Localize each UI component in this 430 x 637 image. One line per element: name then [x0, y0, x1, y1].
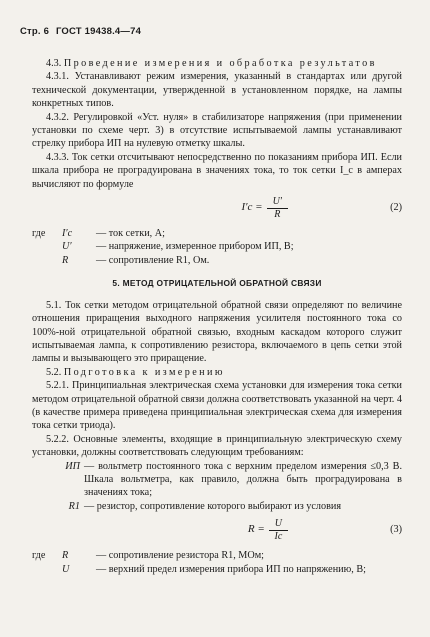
paragraph-4-3-3: 4.3.3. Ток сетки отсчитывают непосредственно по показаниям прибора ИП. Если шкала прибора не проградуирована в значениях тока, то ток сетки I_c в амперах вычисляют по формуле: [32, 151, 402, 190]
formula-3-fraction: [269, 518, 288, 543]
definition-row: где I′c — ток сетки, А;: [32, 228, 165, 240]
gost-number: ГОСТ 19438.4—74: [55, 26, 142, 37]
definition-row: R — сопротивление R1, Ом.: [62, 254, 210, 266]
paragraph-5-2-1: 5.2.1. Принципиальная электрическая схема установки для измерения тока сетки методом отрицательной обратной связи должна соответствовать указанной на черт. 4 (в качестве примера приведена принципиальная электрическая схема для измерения тока сетки триода).: [32, 380, 402, 432]
formula-3-denominator: Ic: [274, 530, 283, 542]
formula-2-numerator: U′: [267, 196, 288, 209]
section-5-2-heading: 5.2. Подготовка к измерению: [46, 366, 225, 378]
formula-2-lhs: I′c =: [241, 201, 263, 214]
formula-2-fraction: [267, 196, 288, 221]
formula-2: [32, 193, 402, 223]
paragraph-5-2-2: 5.2.2. Основные элементы, входящие в принципиальную электрическую схему установки, должны соответствовать следующим требованиям:: [32, 433, 402, 459]
paragraph-5-1: 5.1. Ток сетки методом отрицательной обратной связи определяют по величине отношения приращения выходного напряжения усилителя постоянного тока со 100%-ной отрицательной обратной связью, входным каскадом которого служит испытываемая лампа, к сопротивлению резистора, включаемого в цепь сетки этой лампы и вызывающего это приращение.: [32, 299, 402, 365]
document-body: [32, 57, 402, 576]
definition-row: U′ — напряжение, измеренное прибором ИП, В;: [62, 241, 294, 253]
definition-row: где R — сопротивление резистора R1, МОм;: [32, 550, 264, 562]
formula-3-number: (3): [390, 524, 402, 536]
paragraph-4-3-2: 4.3.2. Регулировкой «Уст. нуля» в стабилизаторе напряжения (при применении установки по схеме черт. 3) в отсутствие испытываемой лампы устанавливают стрелку прибора ИП на нулевую отметку шкалы.: [32, 111, 402, 150]
page-header: [20, 26, 141, 37]
formula-3-definitions: [32, 549, 402, 576]
element-r1: R1 — резистор, сопротивление которого выбирают из условия: [68, 500, 342, 512]
section-5-title: 5. МЕТОД ОТРИЦАТЕЛЬНОЙ ОБРАТНОЙ СВЯЗИ: [112, 278, 322, 289]
formula-3-lhs: R =: [247, 523, 265, 536]
formula-2-definitions: [32, 227, 402, 267]
formula-3: [32, 515, 402, 545]
definition-row: U — верхний предел измерения прибора ИП по напряжению, В;: [62, 563, 366, 575]
paragraph-4-3-1: 4.3.1. Устанавливают режим измерения, указанный в стандартах или другой технической документации, утвержденной в установленном порядке, на лампы конкретных типов.: [32, 71, 402, 110]
page-number: Стр. 6: [20, 26, 50, 37]
formula-3-numerator: U: [269, 518, 288, 531]
formula-2-denominator: R: [274, 208, 281, 220]
section-4-3-heading: 4.3. Проведение измерения и обработка результатов: [46, 58, 377, 69]
element-ip: ИП — вольтметр постоянного тока с верхним пределом измерения ≤0,3 В. Шкала вольтметра, как правило, должна быть проградуирована в значениях тока;: [65, 460, 402, 499]
formula-2-number: (2): [390, 202, 402, 214]
